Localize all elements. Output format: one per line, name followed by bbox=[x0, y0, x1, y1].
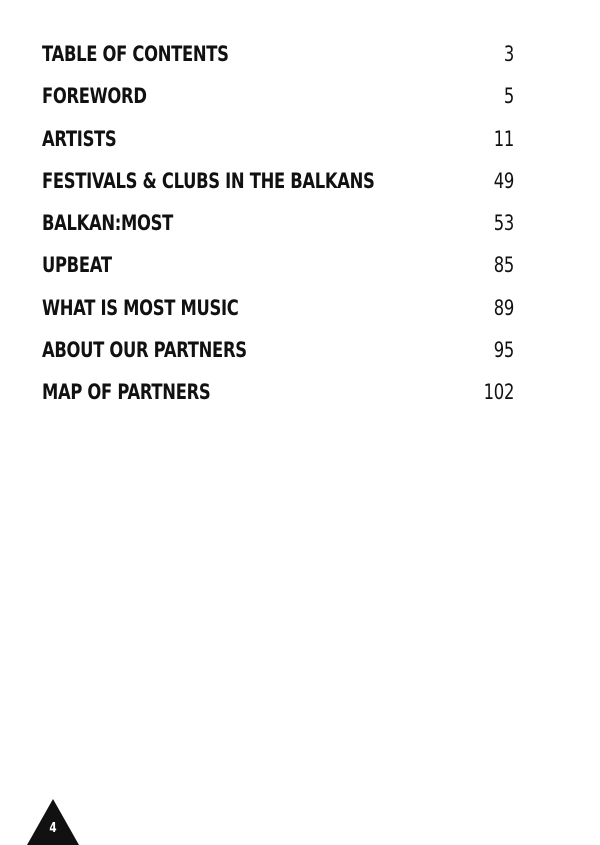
toc-entry-title: TABLE OF CONTENTS bbox=[42, 42, 229, 66]
toc-entry-title: MAP OF PARTNERS bbox=[42, 380, 211, 405]
toc-entry[interactable] bbox=[42, 78, 514, 120]
toc-entry-page: 102 bbox=[483, 380, 514, 405]
toc-entry-page: 11 bbox=[493, 126, 514, 151]
toc-entry[interactable] bbox=[42, 332, 514, 374]
page-number-marker bbox=[26, 797, 80, 845]
toc-entry-title: BALKAN:MOST bbox=[42, 211, 173, 236]
toc-entry[interactable] bbox=[42, 121, 514, 163]
toc-entry[interactable] bbox=[42, 374, 514, 416]
toc-entry[interactable] bbox=[42, 290, 514, 332]
toc-entry-page: 49 bbox=[493, 168, 514, 193]
toc-entry-title: FESTIVALS & CLUBS IN THE BALKANS bbox=[42, 168, 375, 193]
toc-entry[interactable] bbox=[42, 205, 514, 247]
toc-entry[interactable] bbox=[42, 163, 514, 205]
table-of-contents bbox=[42, 36, 514, 417]
toc-entry-title: FOREWORD bbox=[42, 84, 147, 109]
toc-entry-page: 5 bbox=[503, 84, 514, 109]
page-number: 4 bbox=[49, 821, 57, 836]
toc-entry-page: 53 bbox=[493, 211, 514, 236]
toc-entry[interactable] bbox=[42, 247, 514, 289]
toc-entry-page: 85 bbox=[493, 253, 514, 278]
toc-entry-title: ARTISTS bbox=[42, 126, 117, 151]
toc-entry-title: WHAT IS MOST MUSIC bbox=[42, 295, 239, 320]
toc-entry[interactable] bbox=[42, 36, 514, 78]
toc-entry-title: UPBEAT bbox=[42, 253, 112, 278]
toc-entry-page: 89 bbox=[493, 295, 514, 320]
toc-entry-page: 95 bbox=[493, 338, 514, 363]
toc-entry-title: ABOUT OUR PARTNERS bbox=[42, 338, 247, 363]
toc-entry-page: 3 bbox=[503, 42, 514, 66]
